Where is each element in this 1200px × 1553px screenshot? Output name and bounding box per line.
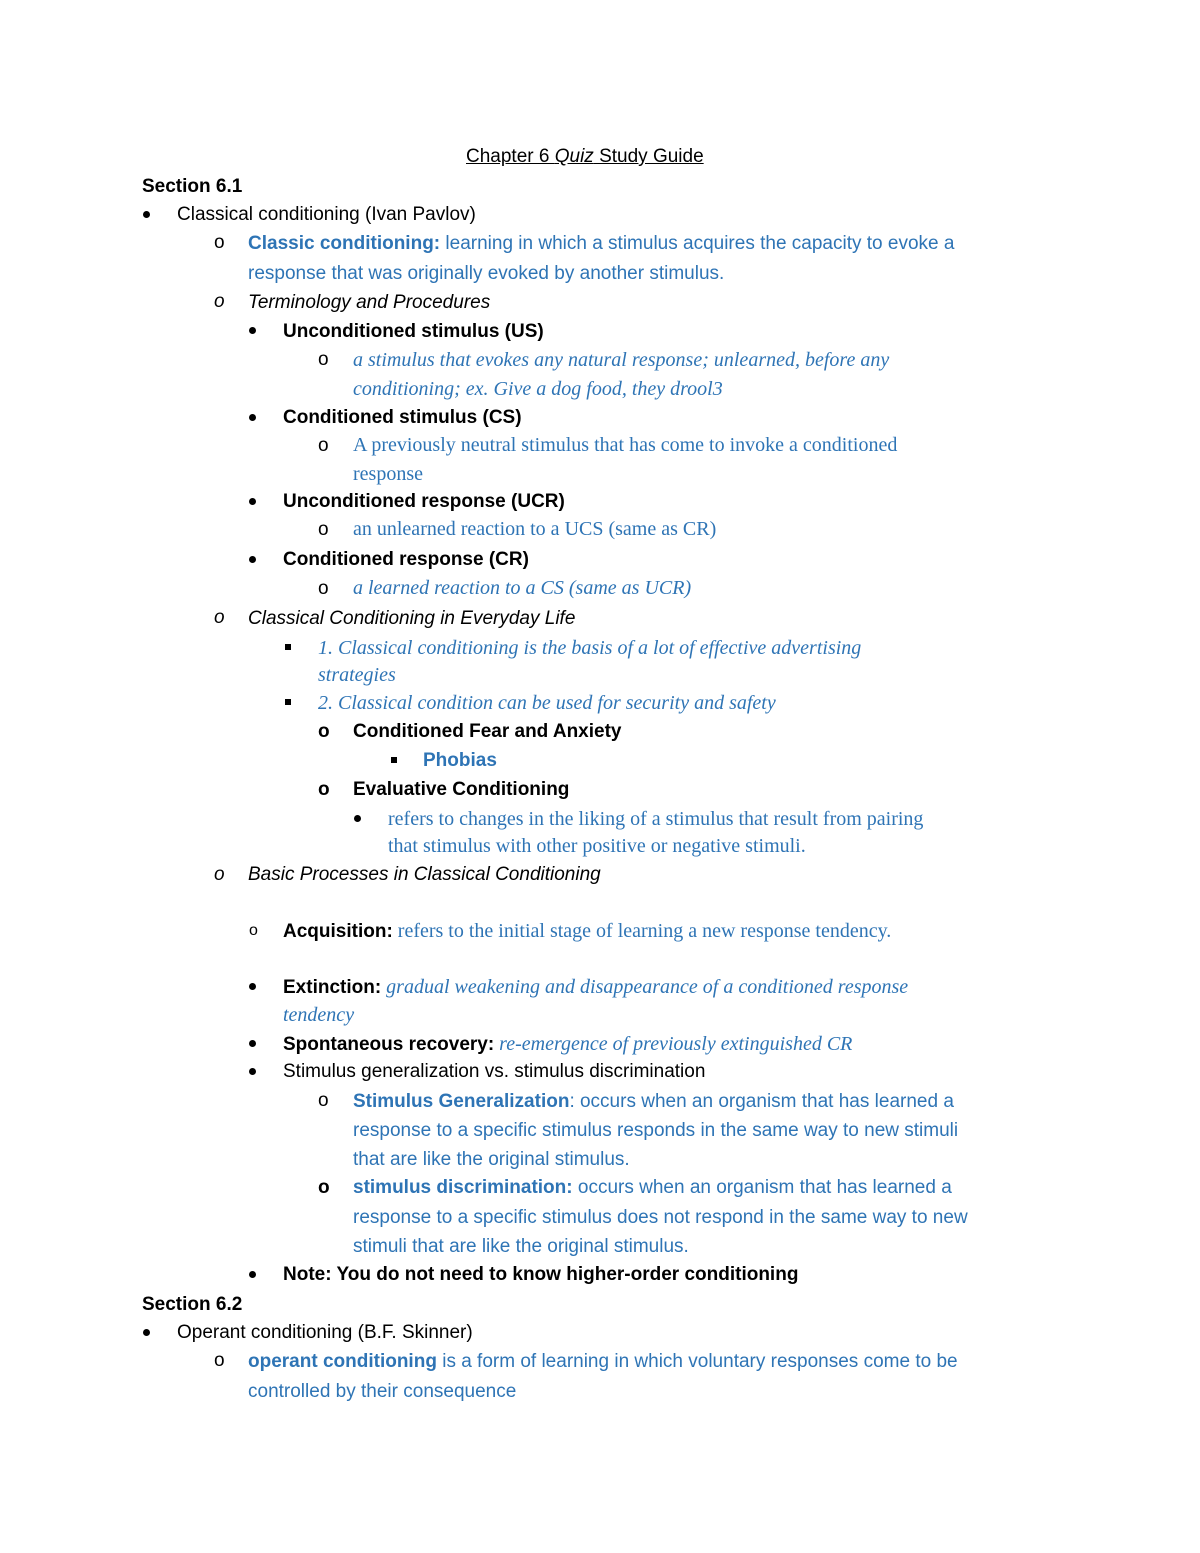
bullet-icon	[249, 983, 256, 990]
square-bullet-icon	[285, 644, 291, 650]
terminology-heading: Terminology and Procedures	[248, 292, 491, 313]
title-quiz: Quiz	[554, 146, 594, 167]
term-cs: Conditioned stimulus (CS)	[283, 407, 522, 428]
spontaneous-recovery-item	[283, 1034, 852, 1054]
circle-bullet-icon: o	[318, 721, 330, 742]
section-heading-6-2: Section 6.2	[142, 1294, 243, 1315]
circle-bullet-icon: o	[318, 349, 329, 370]
bullet-icon	[354, 815, 361, 822]
acquisition-item	[283, 921, 891, 941]
evaluative-definition-cont: that stimulus with other positive or negative stimuli.	[388, 835, 806, 857]
evaluative-definition: refers to changes in the liking of a stimulus that result from pairing	[388, 808, 924, 830]
generalization-term: Stimulus Generalization	[353, 1091, 570, 1112]
everyday-item-1-cont: strategies	[318, 664, 396, 686]
everyday-item-1: 1. Classical conditioning is the basis of a lot of effective advertising	[318, 637, 862, 659]
operant-conditioning-item: Operant conditioning (B.F. Skinner)	[177, 1322, 473, 1343]
circle-bullet-icon: o	[214, 1350, 225, 1371]
discrimination-text: occurs when an organism that has learned a	[572, 1177, 952, 1198]
ucr-definition: an unlearned reaction to a UCS (same as CR)	[353, 518, 717, 540]
operant-conditioning-definition	[248, 1352, 958, 1371]
cs-definition: A previously neutral stimulus that has come to invoke a conditioned	[353, 434, 898, 456]
spontaneous-term: Spontaneous recovery:	[283, 1034, 495, 1055]
stimulus-generalization-definition	[353, 1092, 954, 1111]
circle-bullet-icon: o	[214, 291, 225, 312]
circle-bullet-icon: o	[318, 1177, 330, 1198]
everyday-item-2: 2. Classical condition can be used for security and safety	[318, 692, 776, 714]
basic-processes-heading: Basic Processes in Classical Conditioning	[248, 864, 601, 885]
term-cr: Conditioned response (CR)	[283, 549, 529, 570]
bullet-icon	[249, 1068, 256, 1075]
extinction-item	[283, 977, 908, 997]
discrimination-term: stimulus discrimination:	[353, 1177, 573, 1198]
generalization-text: : occurs when an organism that has learned a	[569, 1091, 954, 1112]
classic-conditioning-definition-cont: response that was originally evoked by another stimulus.	[248, 263, 725, 284]
evaluative-conditioning-heading: Evaluative Conditioning	[353, 779, 570, 800]
bullet-icon	[249, 1040, 256, 1047]
circle-bullet-icon: o	[318, 779, 330, 800]
acquisition-term: Acquisition:	[283, 921, 393, 942]
bullet-icon	[249, 498, 256, 505]
classical-conditioning-item: Classical conditioning (Ivan Pavlov)	[177, 204, 476, 225]
term-us: Unconditioned stimulus (US)	[283, 321, 544, 342]
circle-bullet-icon: o	[214, 864, 225, 885]
operant-conditioning-definition-cont: controlled by their consequence	[248, 1381, 517, 1402]
classic-conditioning-definition	[248, 234, 954, 253]
bullet-icon	[249, 556, 256, 563]
circle-bullet-icon: o	[214, 607, 225, 628]
square-bullet-icon	[285, 699, 291, 705]
bullet-icon	[249, 414, 256, 421]
operant-text: is a form of learning in which voluntary responses come to be	[436, 1351, 958, 1372]
extinction-definition: gradual weakening and disappearance of a conditioned response	[381, 976, 909, 998]
conditioned-fear-heading: Conditioned Fear and Anxiety	[353, 721, 622, 742]
acquisition-definition: refers to the initial stage of learning a new response tendency.	[392, 920, 892, 942]
extinction-definition-cont: tendency	[283, 1004, 355, 1026]
definition-term: Classic conditioning:	[248, 233, 441, 254]
stimulus-generalization-definition-cont: response to a specific stimulus responds in the same way to new stimuli	[353, 1120, 959, 1141]
operant-term: operant conditioning	[248, 1351, 437, 1372]
circle-bullet-icon: o	[214, 232, 225, 253]
bullet-icon	[249, 327, 256, 334]
stimulus-discrimination-definition-cont2: stimuli that are like the original stimulus.	[353, 1236, 689, 1257]
bullet-icon	[143, 1329, 150, 1336]
spontaneous-definition: re-emergence of previously extinguished CR	[494, 1033, 853, 1055]
higher-order-note: Note: You do not need to know higher-order conditioning	[283, 1264, 799, 1285]
bullet-icon	[143, 211, 150, 218]
title-post: Study Guide	[593, 146, 704, 167]
us-definition-cont: conditioning; ex. Give a dog food, they drool3	[353, 378, 723, 400]
square-bullet-icon	[391, 757, 397, 763]
stimulus-discrimination-definition-cont: response to a specific stimulus does not respond in the same way to new	[353, 1207, 968, 1228]
circle-bullet-icon: o	[318, 578, 329, 599]
definition-text: learning in which a stimulus acquires the capacity to evoke a	[440, 233, 955, 254]
circle-bullet-icon: o	[318, 1090, 329, 1111]
circle-bullet-icon: o	[249, 922, 258, 939]
bullet-icon	[249, 1271, 256, 1278]
cs-definition-cont: response	[353, 463, 423, 485]
section-heading-6-1: Section 6.1	[142, 176, 243, 197]
circle-bullet-icon: o	[318, 519, 329, 540]
term-ucr: Unconditioned response (UCR)	[283, 491, 565, 512]
us-definition: a stimulus that evokes any natural response; unlearned, before any	[353, 349, 890, 371]
cr-definition: a learned reaction to a CS (same as UCR)	[353, 577, 692, 599]
document-title	[466, 147, 704, 166]
everyday-life-heading: Classical Conditioning in Everyday Life	[248, 608, 576, 629]
stimulus-generalization-definition-cont2: that are like the original stimulus.	[353, 1149, 630, 1170]
generalization-vs-discrimination: Stimulus generalization vs. stimulus discrimination	[283, 1061, 706, 1082]
title-pre: Chapter 6	[466, 146, 555, 167]
extinction-term: Extinction:	[283, 977, 382, 998]
stimulus-discrimination-definition	[353, 1178, 952, 1197]
circle-bullet-icon: o	[318, 435, 329, 456]
phobias-item: Phobias	[423, 750, 497, 771]
